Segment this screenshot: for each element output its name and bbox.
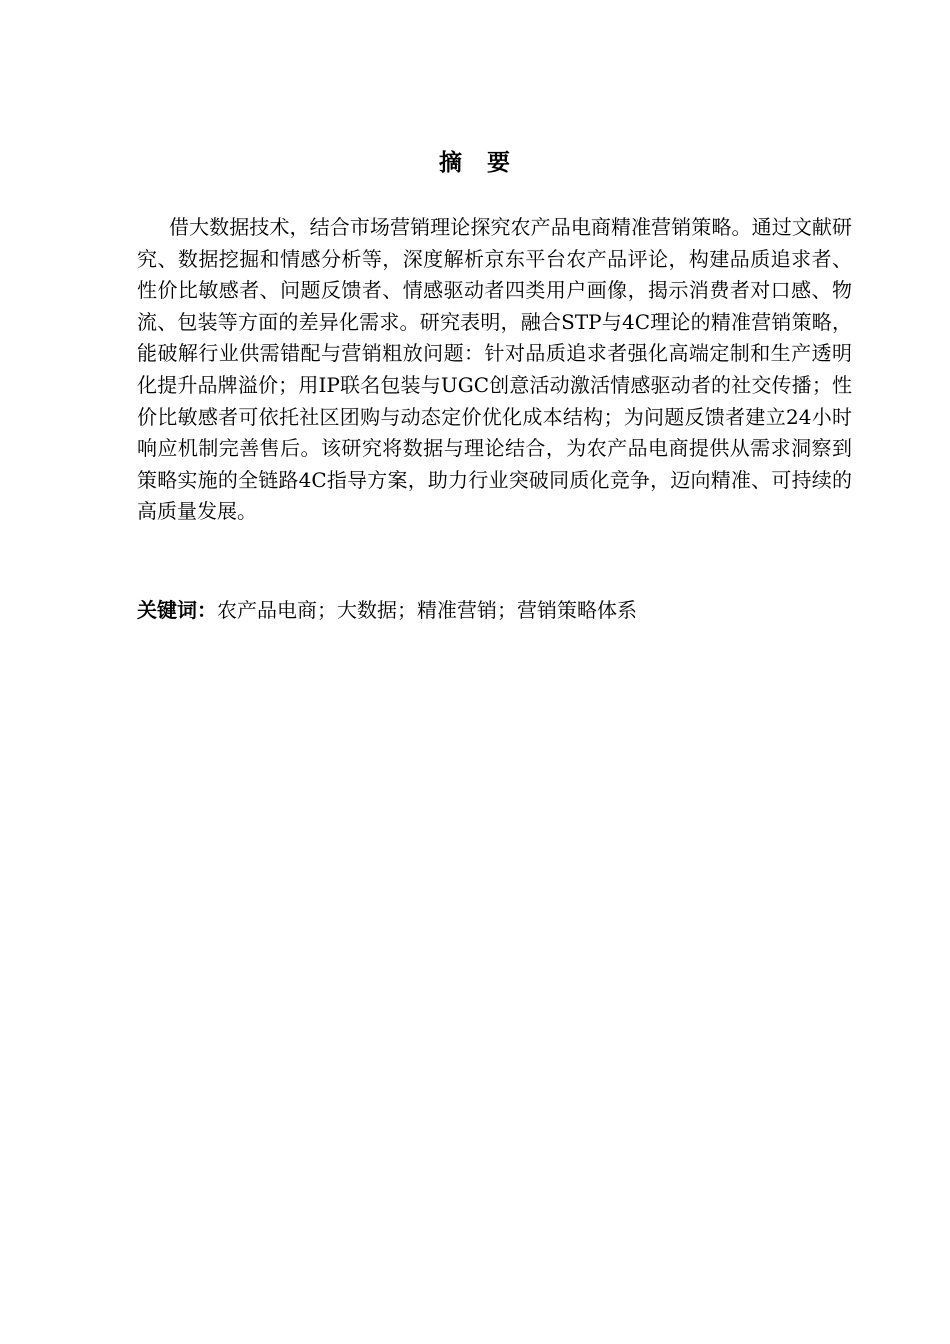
keywords-line <box>137 594 852 626</box>
abstract-title-char-1: 摘 <box>439 150 463 176</box>
abstract-title-char-2: 要 <box>487 150 511 176</box>
keywords-label: 关键词： <box>137 598 217 622</box>
abstract-title <box>0 146 950 180</box>
abstract-body: 借大数据技术，结合市场营销理论探究农产品电商精准营销策略。通过文献研究、数据挖掘和情感分析等，深度解析京东平台农产品评论，构建品质追求者、性价比敏感者、问题反馈者、情感驱动者四类用户画像，揭示消费者对口感、物流、包装等方面的差异化需求。研究表明，融合STP与4C理论的精准营销策略，能破解行业供需错配与营销粗放问题：针对品质追求者强化高端定制和生产透明化提升品牌溢价；用IP联名包装与UGC创意活动激活情感驱动者的社交传播；性价比敏感者可依托社区团购与动态定价优化成本结构；为问题反馈者建立24小时响应机制完善售后。该研究将数据与理论结合，为农产品电商提供从需求洞察到策略实施的全链路4C指导方案，助力行业突破同质化竞争，迈向精准、可持续的高质量发展。 <box>137 215 852 524</box>
keywords-value: 农产品电商；大数据；精准营销；营销策略体系 <box>217 598 637 622</box>
